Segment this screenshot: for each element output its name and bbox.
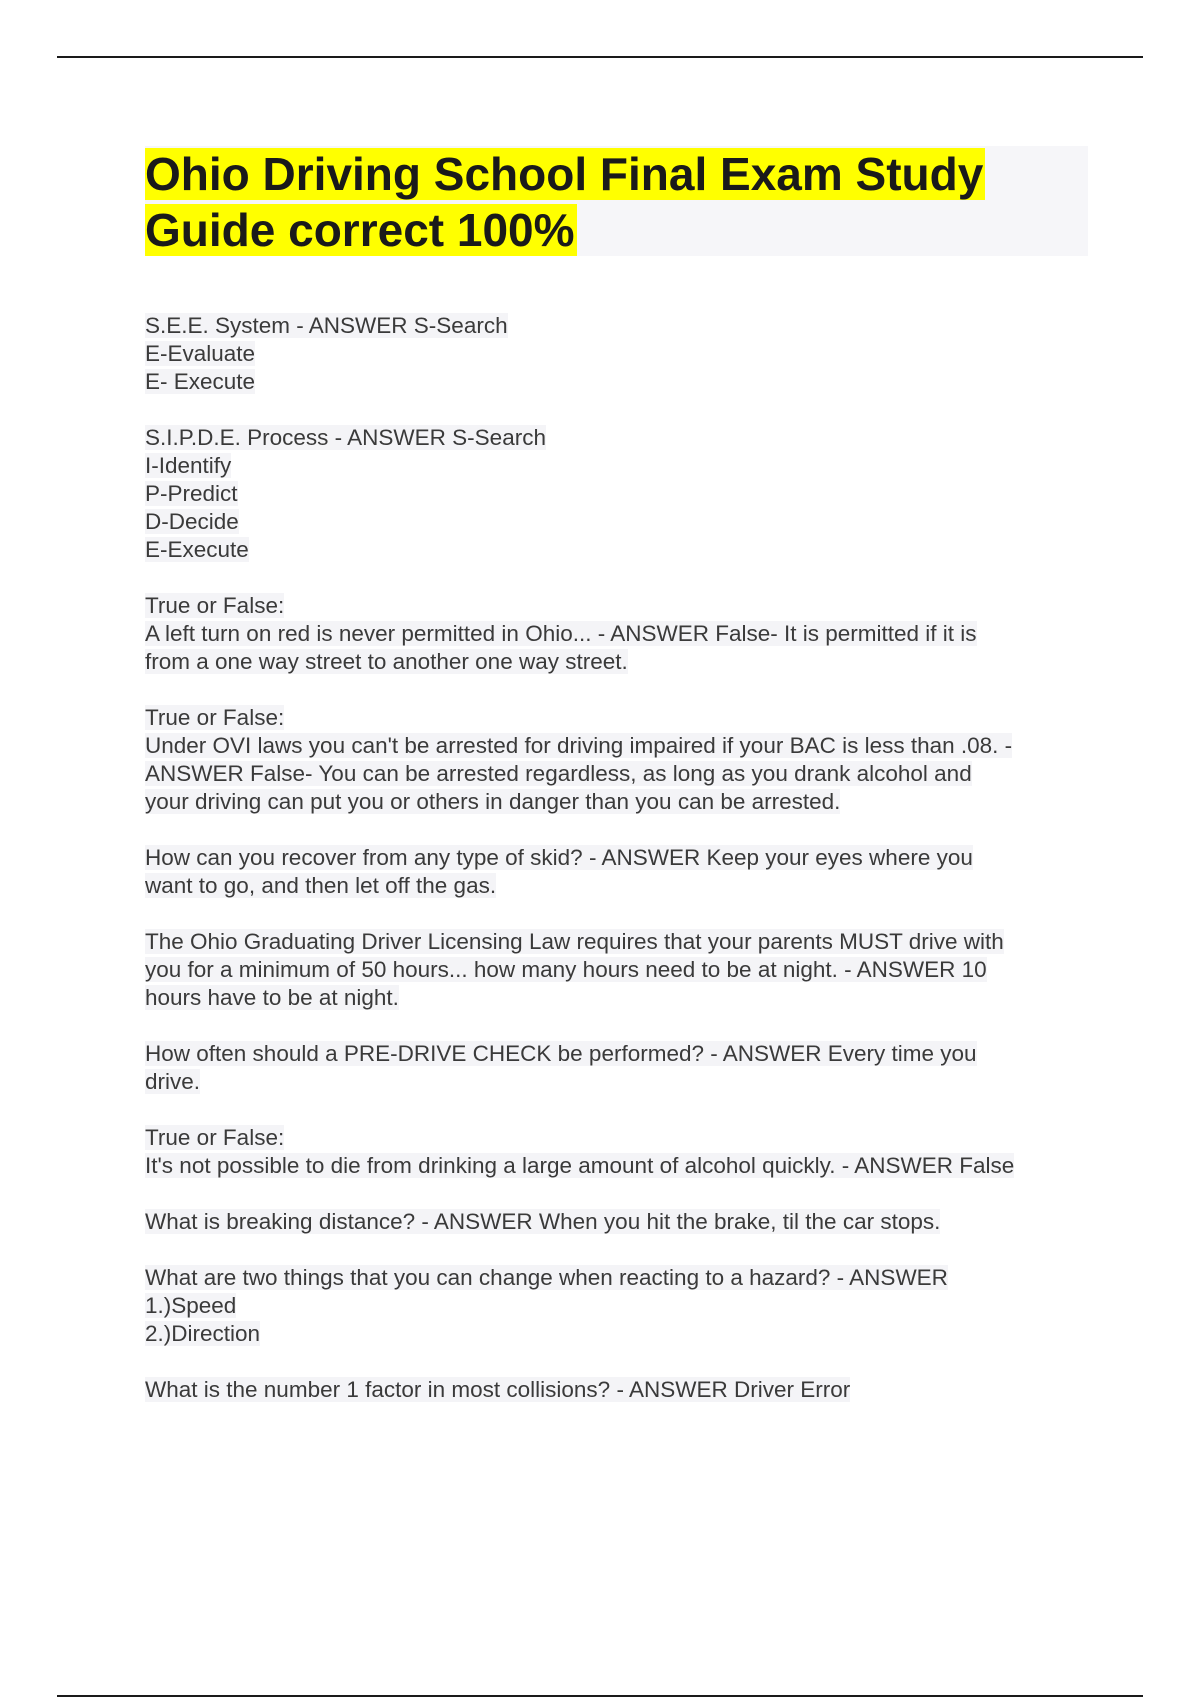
qa-line	[145, 536, 1105, 564]
qa-line	[145, 984, 1105, 1012]
qa-line	[145, 928, 1105, 956]
qa-line	[145, 872, 1105, 900]
qa-line-text: E- Execute	[145, 369, 256, 394]
qa-item	[145, 704, 1105, 816]
qa-line-text: It's not possible to die from drinking a large amount of alcohol quickly. - ANSWER False	[145, 1153, 1015, 1178]
qa-line	[145, 1040, 1105, 1068]
qa-line	[145, 312, 1105, 340]
qa-line	[145, 1264, 1105, 1292]
qa-item	[145, 1124, 1105, 1180]
title-line-2: Guide correct 100%	[145, 204, 575, 256]
top-rule	[57, 56, 1143, 58]
qa-line-text: What is the number 1 factor in most collisions? - ANSWER Driver Error	[145, 1377, 851, 1402]
qa-line-text: S.I.P.D.E. Process - ANSWER S-Search	[145, 425, 546, 450]
qa-line-text: I-Identify	[145, 453, 232, 478]
qa-line-text: D-Decide	[145, 509, 239, 534]
qa-line	[145, 704, 1105, 732]
qa-line-text: What are two things that you can change when reacting to a hazard? - ANSWER	[145, 1265, 948, 1290]
qa-line-text: The Ohio Graduating Driver Licensing Law requires that your parents MUST drive with	[145, 929, 1004, 954]
qa-line	[145, 592, 1105, 620]
qa-line-text: True or False:	[145, 705, 285, 730]
bottom-rule	[57, 1695, 1143, 1697]
qa-line-text: True or False:	[145, 593, 285, 618]
qa-line-text: you for a minimum of 50 hours... how many hours need to be at night. - ANSWER 10	[145, 957, 987, 982]
qa-line	[145, 508, 1105, 536]
qa-line-text: E-Execute	[145, 537, 249, 562]
qa-line	[145, 340, 1105, 368]
qa-line-text: ANSWER False- You can be arrested regardless, as long as you drank alcohol and	[145, 761, 972, 786]
qa-line	[145, 368, 1105, 396]
qa-item	[145, 312, 1105, 396]
qa-line	[145, 1152, 1105, 1180]
qa-line-text: from a one way street to another one way street.	[145, 649, 628, 674]
qa-line	[145, 732, 1105, 760]
qa-line-text: How can you recover from any type of skid? - ANSWER Keep your eyes where you	[145, 845, 973, 870]
qa-line	[145, 1292, 1105, 1320]
qa-item	[145, 1376, 1105, 1404]
qa-line	[145, 844, 1105, 872]
qa-line-text: What is breaking distance? - ANSWER When you hit the brake, til the car stops.	[145, 1209, 941, 1234]
qa-list	[145, 312, 1105, 1432]
qa-line	[145, 788, 1105, 816]
qa-line-text: P-Predict	[145, 481, 238, 506]
qa-line-text: E-Evaluate	[145, 341, 256, 366]
qa-item	[145, 1264, 1105, 1348]
qa-line-text: hours have to be at night.	[145, 985, 399, 1010]
qa-item	[145, 928, 1105, 1012]
title-block	[145, 146, 1088, 256]
qa-line-text: Under OVI laws you can't be arrested for driving impaired if your BAC is less than .08. -	[145, 733, 1013, 758]
qa-line	[145, 1208, 1105, 1236]
qa-line	[145, 1124, 1105, 1152]
qa-item	[145, 844, 1105, 900]
qa-line-text: A left turn on red is never permitted in Ohio... - ANSWER False- It is permitted if it is	[145, 621, 977, 646]
qa-line-text: your driving can put you or others in danger than you can be arrested.	[145, 789, 841, 814]
qa-item	[145, 592, 1105, 676]
qa-line	[145, 1320, 1105, 1348]
qa-line-text: True or False:	[145, 1125, 285, 1150]
qa-line	[145, 1376, 1105, 1404]
qa-item	[145, 1040, 1105, 1096]
qa-line-text: drive.	[145, 1069, 201, 1094]
qa-item	[145, 1208, 1105, 1236]
qa-line	[145, 760, 1105, 788]
qa-line-text: want to go, and then let off the gas.	[145, 873, 497, 898]
qa-line	[145, 424, 1105, 452]
qa-line-text: 2.)Direction	[145, 1321, 261, 1346]
page-title	[145, 146, 1088, 258]
qa-line	[145, 1068, 1105, 1096]
qa-line	[145, 620, 1105, 648]
title-line-1: Ohio Driving School Final Exam Study	[145, 148, 984, 200]
qa-line-text: How often should a PRE-DRIVE CHECK be performed? - ANSWER Every time you	[145, 1041, 977, 1066]
qa-item	[145, 424, 1105, 564]
qa-line	[145, 648, 1105, 676]
qa-line	[145, 480, 1105, 508]
qa-line-text: 1.)Speed	[145, 1293, 237, 1318]
qa-line-text: S.E.E. System - ANSWER S-Search	[145, 313, 508, 338]
qa-line	[145, 452, 1105, 480]
qa-line	[145, 956, 1105, 984]
